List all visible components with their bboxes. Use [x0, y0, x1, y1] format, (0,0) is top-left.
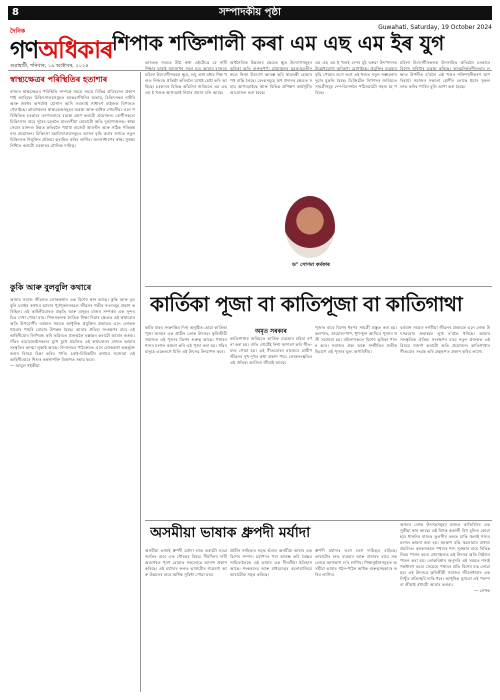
left-column-2-title: কুকি আৰু বুলবুলি কথাৰে — [10, 282, 92, 292]
feature-col-4-text: বৰ্তমান সময়ত নগৰীয়া জীৱনৰ প্ৰভাৱত এনে লোক উৎসৱবোৰ ক্ৰমান্বয়ে লুপ্ত হ'বলৈ ধৰিছে। আমাৰ সাংস্কৃতিক ঐতিহ্য সংৰক্ষণৰ বাবে নতুন প্ৰজন্মক এই বিষয়ে সজাগ কৰাটো অতি প্ৰয়োজন। কাতিগাথাৰ গীতবোৰ সংগ্ৰহ কৰি গ্ৰন্থৰূপত প্ৰকাশ কৰিব লাগে। — [400, 325, 490, 354]
divider — [140, 72, 141, 692]
right-feature — [400, 522, 490, 692]
feature-banner: কাৰ্তিকা পূজা বা কাতিপূজা বা কাতিগাথা — [150, 292, 463, 316]
lead-col-1-text: ভাৰতত সততে উঠা কথা এইটোৱে যে নাৰী শিক্ষাৰ দ্বাৰাই সমাজখন সবল হয়। আমাৰ ৰাজ্যত মহিলা উদ্যোগীসকলে ক্ষুদ্ৰ, লঘু তথা মধ্যম শিল্প খণ্ডত নিজকে প্ৰতিষ্ঠা কৰিবলৈ যথেষ্ট চেষ্টা কৰি আহিছে। চৰকাৰৰ বিভিন্ন আঁচনিৰ জৰিয়তে এম এছ এম ই খণ্ডক আগবঢ়াই নিয়াৰ প্ৰয়াস চলি আছে। — [145, 60, 227, 95]
masthead-logo — [10, 26, 113, 71]
bottom-col-1 — [145, 548, 227, 693]
feature-byline: অমৃত সৰকাৰ — [255, 328, 287, 335]
masthead-small-text: দৈনিক — [10, 28, 26, 35]
masthead-name-part1: গণ — [10, 36, 39, 64]
left-editorial — [10, 74, 135, 274]
section-title: সম্পাদকীয় পৃষ্ঠা — [219, 7, 281, 18]
right-feature-signature: — লেখক — [473, 588, 490, 593]
lead-headline: শিপাক শক্তিশালী কৰা এম এছ এম ইৰ যুগ — [112, 31, 445, 55]
bottom-col-2-text: প্ৰাচীন সাহিত্যৰ সমৃদ্ধ ভঁৰাল অসমীয়া ভাষাৰ এক বিশেষ সম্পদ। চৰ্যাপদৰ পৰা আৰম্ভ কৰি বৈষ্ণৱ সাহিত্যলৈকে এই ভাষাৰ এক দীঘলীয়া ইতিহাস আছে। শংকৰদেৱ আৰু মাধৱদেৱৰ ৰচনাৰাজিয়ে ভাষাটোক সমৃদ্ধ কৰিছে। — [230, 548, 312, 577]
left-column-2-body: আমাৰ সমাজ জীৱনত লোককথাৰ এক বিশেষ স্থান আছে। কুকি আৰু বুলবুলি চৰাইৰ কথাৰে আমাৰ পূৰ্বপুৰুষসকলে জীৱনৰ গভীৰ সত্যসমূহ প্ৰকাশ কৰিছিল। এই কাহিনীবোৰত প্ৰকৃতি আৰু মানুহৰ মাজৰ সম্পৰ্কৰ এক সুন্দৰ চিত্ৰ দেখা পোৱা যায়। শিশুসকলক নৈতিক শিক্ষা দিয়াৰ ক্ষেত্ৰত এই কথাবোৰ অতি উপযোগী। বৰ্তমান সময়ত আধুনিক প্ৰযুক্তিৰ প্ৰভাৱত এনে লোককথাবোৰ পাহৰি যোৱাৰ উপক্ৰম হৈছে। আমাৰ ঐতিহ্য সংৰক্ষণৰ বাবে এই কাহিনীবোৰ লিপিবদ্ধ কৰি ভৱিষ্যত প্ৰজন্মলৈ হস্তান্তৰ কৰাটো আমাৰ কৰ্তব্য। গাঁৱৰ বয়োজ্যেষ্ঠসকলৰ মুখে মুখে প্ৰচলিত এই কথাবোৰৰ মাজত আমাৰ সংস্কৃতিৰ আত্মা লুকাই আছে। বিদ্যালয়ৰ পাঠ্যক্ৰমত এনে লোককথা অন্তৰ্ভুক্ত কৰাৰ বিষয়ে চিন্তা কৰিব পাৰি। চৰাই-চিৰিকটিৰ কথাৰে সজোৱা এই কাহিনীবোৰে শিশুৰ কল্পনাশক্তি বিকাশত সহায় কৰে। — [10, 297, 135, 362]
right-feature-body: অসমৰ লোক উৎসৱসমূহৰ মাজত কাতিবিহুৰ এক সুকীয়া স্থান আছে। এই বিহুক কঙালী বিহু বুলিও কোৱা হয়। ধাননিৰ মাজত তুলসীৰ তলত চাকি জ্বলাই শস্যৰ মংগল কামনা কৰা হয়। আকাশ বন্তি জ্বলোৱাৰ প্ৰথাও প্ৰচলিত। কৃষকসকলে পথাৰৰ শস্য সুৰক্ষাৰ বাবে বিভিন্ন নিয়ম পালন কৰে। গ্ৰামাঞ্চলত এই উৎসৱ অতি নিষ্ঠাৰে পালন কৰা হয়। লোকবিশ্বাস অনুসৰি এই সময়ত শস্যই গৰ্ভধাৰণ কৰে। সেয়েহে পথাৰৰ প্ৰতি বিশেষ যত্ন লোৱা হয়। এই উৎসৱে কৃষিজীৱী সমাজৰ জীৱনধাৰাৰ এক নিখুঁত প্ৰতিচ্ছবি দাঙি ধৰে। আধুনিক যুগতো এই পৰম্পৰা জীয়াই ৰখাটো আমাৰ কৰ্তব্য। — [400, 522, 490, 587]
feature-col-3-text: পূজাৰ বাবে বিশেষ ধৰণৰ সামগ্ৰী প্ৰস্তুত কৰা হয়। কলপাত, তামোল-পাণ, ধূপ-ধুনা আদিৰে পূজাৰ থলী সজোৱা হয়। মহিলাসকলে বিশেষ ভূমিকা পালন কৰে। সমাজৰ ঐক্য আৰু সম্প্ৰীতিৰ প্ৰতীক হিচাপে এই পূজাৰ মূল্য অপৰিসীম। — [315, 325, 397, 354]
left-editorial-body: ৰাজ্যৰ স্বাস্থ্যক্ষেত্ৰৰ পৰিস্থিতি সম্পৰ্কে সময়ে সময়ে বিভিন্ন প্ৰতিবেদন প্ৰকাশ পাই আহিছে। চিকিৎসালয়সমূহত আন্তঃগাঁথনিৰ অভাৱ, চিকিৎসকৰ নাটনি আৰু ঔষধৰ অপৰ্যাপ্ত যোগান আদি সমস্যাই সাধাৰণ ৰাইজক বিপাঙত পেলাইছে। গ্ৰাম্যাঞ্চলৰ স্বাস্থ্যকেন্দ্ৰসমূহৰ অৱস্থা আৰু অধিক শোচনীয়। এনে পৰিস্থিতিত চৰকাৰে তৎপৰতাৰে ব্যৱস্থা গ্ৰহণ কৰাটো প্ৰয়োজন। ৰোগীসকলে চিকিৎসাৰ বাবে দূৰৈৰ চহৰলৈ যাবলগীয়া হোৱাটো অতি দুৰ্ভাগ্যজনক। স্বাস্থ্যসেৱাৰ মানদণ্ড উন্নত কৰিবলৈ পৰ্যাপ্ত বাজেট আবণ্টন আৰু সঠিক পৰিকল্পনাৰ প্ৰয়োজন। চিকিৎসা মহাবিদ্যালয়সমূহত আসন বৃদ্ধি কৰাৰ লগতে নতুন চিকিৎসক নিযুক্তিৰ প্ৰক্ৰিয়া ত্বৰান্বিত কৰিব লাগিব। জনসাধাৰণৰ স্বাস্থ্য সুৰক্ষা নিশ্চিত কৰাটো চৰকাৰৰ মৌলিক দায়িত্ব। — [10, 89, 135, 148]
photo-caption: ড° সোণমা কৰ্মকাৰ — [292, 262, 330, 268]
lead-col-1 — [145, 60, 227, 285]
lead-col-4-text: মহিলা উদ্যোগীসকলক উৎসাহিত কৰিবলৈ চৰকাৰে বিশেষ সুবিধাৰ ব্যৱস্থা কৰিছে। আত্মনিৰ্ভৰশীলতাৰ লক্ষ্যত উপনীত হ'বলৈ এই খণ্ডৰ শক্তিশালীকৰণ অপৰিহাৰ্য। সমাজৰ সকলো শ্ৰেণীৰ লোকে ইয়াৰ সুফল লাভ কৰিব পাৰিব বুলি আশা কৰা হৈছে। — [400, 60, 490, 89]
left-editorial-title: স্বাস্থ্যক্ষেত্ৰৰ পৰিস্থিতিৰ হতাশাৰ — [10, 74, 108, 84]
dateline: Guwahati, Saturday, 19 October 2024 — [378, 24, 492, 31]
feature-col-1-text: কাতি মাহৰ সংক্ৰান্তিৰ দিনা অনুষ্ঠিত হোৱা কাৰ্তিকা পূজা অসমৰ এক প্ৰাচীন লোক উৎসৱ। কৃষিজীৱী সমাজত এই পূজাৰ বিশেষ গুৰুত্ব আছে। পথাৰৰ শস্যৰ মংগল কামনা কৰি এই পূজা কৰা হয়। গাঁৱৰ মানুহে একেলগে মিলি এই উৎসৱ উদযাপন কৰে। — [145, 325, 227, 354]
left-column-2-signature: — আমুল শইকীয়া — [10, 363, 40, 368]
masthead-meta: গুৱাহাটী, শনিবাৰ, ১৯ অক্টোবৰ, ২০২৪ — [10, 63, 89, 69]
lead-col-3 — [315, 60, 397, 190]
bottom-feature-title: অসমীয়া ভাষাক ধ্ৰুপদী মৰ্যাদা — [150, 525, 311, 541]
author-photo — [285, 196, 335, 258]
feature-col-2 — [230, 336, 312, 516]
masthead-name-part2: অধিকাৰ — [38, 36, 113, 64]
bottom-col-3 — [315, 548, 397, 693]
lead-col-2 — [230, 60, 312, 190]
lead-col-2-text: অৰ্থনৈতিক উন্নয়নৰ ক্ষেত্ৰত ক্ষুদ্ৰ উদ্যোগসমূহৰ ভূমিকা অতি গুৰুত্বপূৰ্ণ। গ্ৰামাঞ্চলৰ যুৱক-যুৱতীসকলে নিজা উদ্যোগ আৰম্ভ কৰি স্বাৱলম্বী হোৱাৰ পথ বাছি লৈছে। বেংকসমূহে ঋণ প্ৰদানৰ ক্ষেত্ৰত সহায় আগবঢ়াইছে আৰু বিভিন্ন প্ৰশিক্ষণ কাৰ্যসূচীৰ আয়োজন কৰা হৈছে। — [230, 60, 312, 95]
masthead-name — [10, 36, 113, 64]
bottom-col-1-text: অসমীয়া ভাষাই ধ্ৰুপদী মৰ্যাদা লাভ কৰাটো সমগ্ৰ জাতিৰ বাবে এক গৌৰৱৰ বিষয়। দীৰ্ঘদিনৰ দাবী অৱশেষত পূৰণ হোৱাত সকলোৱে আনন্দ প্ৰকাশ কৰিছে। এই মৰ্যাদাৰ ফলত ভাষাটোৰ গৱেষণা আৰু উন্নয়নৰ বাবে অধিক সুবিধা পোৱা যাব। — [145, 548, 227, 577]
feature-col-4 — [400, 325, 490, 515]
lead-col-3-text: এম এছ এম ই খণ্ডই দেশৰ মুঠ ঘৰুৱা উৎপাদনত উল্লেখযোগ্য অৰিহণা যোগাইছে। প্ৰযুক্তিৰ ব্যৱহাৰ বৃদ্ধি পোৱাৰ লগে লগে এই খণ্ডত নতুন সম্ভাৱনাৰ দুৱাৰ মুকলি হৈছে। ডিজিটেল বিপণনৰ জৰিয়তে সামগ্ৰীসমূহ দেশ-বিদেশলৈ পঠিওৱাটো সহজ হৈ পৰিছে। — [315, 60, 397, 95]
bottom-col-3-text: ধ্ৰুপদী মৰ্যাদাৰ লগে লগে দায়িত্বও বাঢ়িছে। ভাষাটোৰ শুদ্ধ ব্যৱহাৰ আৰু প্ৰসাৰৰ বাবে সকলোৱে আগভাগ ল'ব লাগিব। শিক্ষানুষ্ঠানসমূহত অসমীয়া ভাষাৰ পঠন-পাঠন অধিক গুৰুত্বসহকাৰে কৰিব লাগিব। — [315, 548, 397, 577]
feature-col-1 — [145, 325, 227, 515]
divider — [145, 520, 492, 521]
divider — [145, 286, 492, 287]
bottom-col-2 — [230, 548, 312, 693]
left-column-2 — [10, 282, 135, 692]
page-header-bar — [8, 6, 492, 20]
feature-col-2-text: কাতিগাথাৰ জৰিয়তে কাৰ্তিক দেৱতাৰ মহিমা বৰ্ণনা কৰা হয়। ৰাতি গোটেই নিশা জাগৰণ কৰি গীত-মাত গোৱা হয়। এই গীতবোৰৰ মাজেৰে গ্ৰামীণ জীৱনৰ সুখ-দুখৰ কথা প্ৰকাশ পায়। লোকসংস্কৃতিৰ এই ঐতিহ্য আজিও জীয়াই আছে। — [230, 336, 312, 365]
page-number: 8 — [12, 7, 19, 18]
lead-col-4 — [400, 60, 490, 285]
feature-col-3 — [315, 325, 397, 515]
